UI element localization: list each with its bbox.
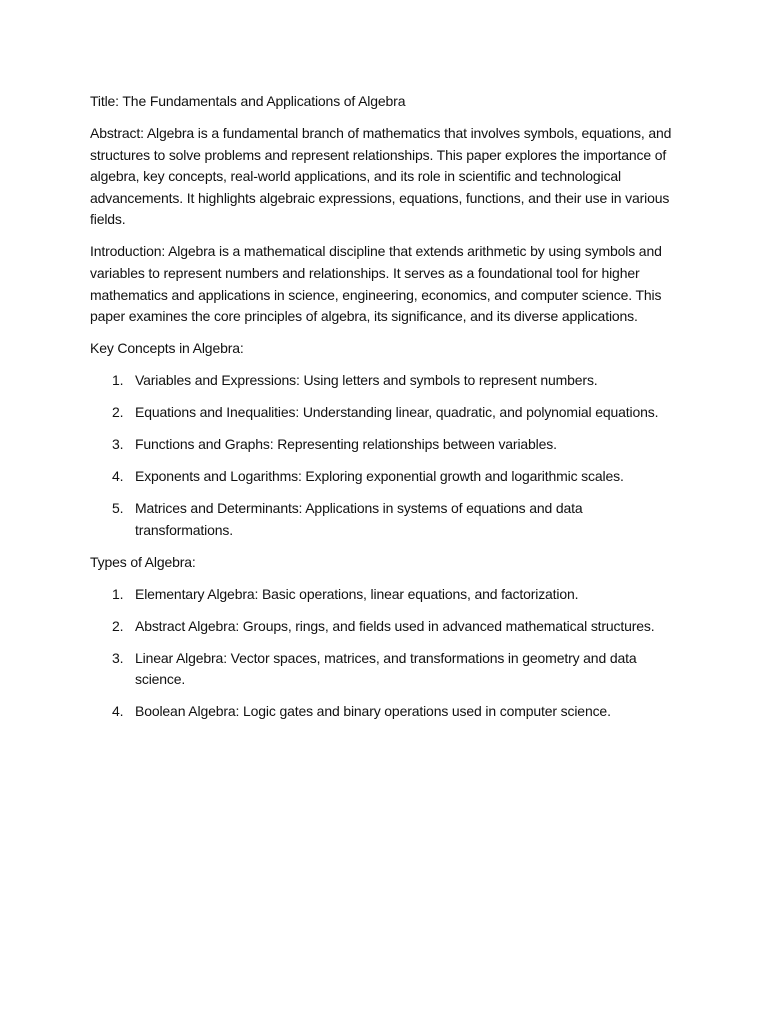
list-item-text: Exponents and Logarithms: Exploring exponential growth and logarithmic scales. (135, 468, 624, 485)
introduction-paragraph: Introduction: Algebra is a mathematical discipline that extends arithmetic by using symbols and variables to represent numbers and relationships. It serves as a foundational tool for higher mathematics and applications in science, engineering, economics, and computer science. This paper examines the core principles of algebra, its significance, and its diverse applications. (90, 243, 662, 325)
list-item (90, 466, 680, 488)
list-item (90, 498, 680, 541)
list-number: 1. (112, 585, 124, 602)
list-item-text: Variables and Expressions: Using letters and symbols to represent numbers. (135, 372, 598, 389)
list-item (90, 648, 680, 691)
key-concepts-heading: Key Concepts in Algebra: (90, 340, 244, 357)
list-number: 4. (112, 703, 124, 720)
list-item-text: Elementary Algebra: Basic operations, linear equations, and factorization. (135, 585, 579, 602)
list-item-text: Abstract Algebra: Groups, rings, and fields used in advanced mathematical structures. (135, 617, 655, 634)
list-item-text: Equations and Inequalities: Understanding linear, quadratic, and polynomial equations. (135, 404, 659, 421)
list-number: 3. (112, 649, 124, 666)
document-page (90, 91, 680, 733)
list-number: 1. (112, 372, 124, 389)
list-item (90, 701, 680, 723)
list-number: 5. (112, 500, 124, 517)
list-number: 2. (112, 617, 124, 634)
types-list (90, 584, 680, 723)
list-item-text: Functions and Graphs: Representing relationships between variables. (135, 436, 557, 453)
list-item (90, 616, 680, 638)
abstract-paragraph: Abstract: Algebra is a fundamental branch of mathematics that involves symbols, equations, and structures to solve problems and represent relationships. This paper explores the importance of algebra, key concepts, real-world applications, and its role in scientific and technological advancements. It highlights algebraic expressions, equations, functions, and their use in various fields. (90, 124, 672, 228)
list-item (90, 584, 680, 606)
list-number: 2. (112, 404, 124, 421)
list-item-text: Matrices and Determinants: Applications in systems of equations and data transformations. (135, 500, 583, 538)
types-heading: Types of Algebra: (90, 553, 196, 570)
list-number: 4. (112, 468, 124, 485)
list-item (90, 402, 680, 424)
list-item-text: Boolean Algebra: Logic gates and binary operations used in computer science. (135, 703, 611, 720)
key-concepts-list (90, 370, 680, 541)
document-title: Title: The Fundamentals and Applications of Algebra (90, 93, 406, 109)
list-item (90, 434, 680, 456)
list-item-text: Linear Algebra: Vector spaces, matrices, and transformations in geometry and data science. (135, 649, 637, 688)
list-item (90, 370, 680, 392)
list-number: 3. (112, 436, 124, 453)
